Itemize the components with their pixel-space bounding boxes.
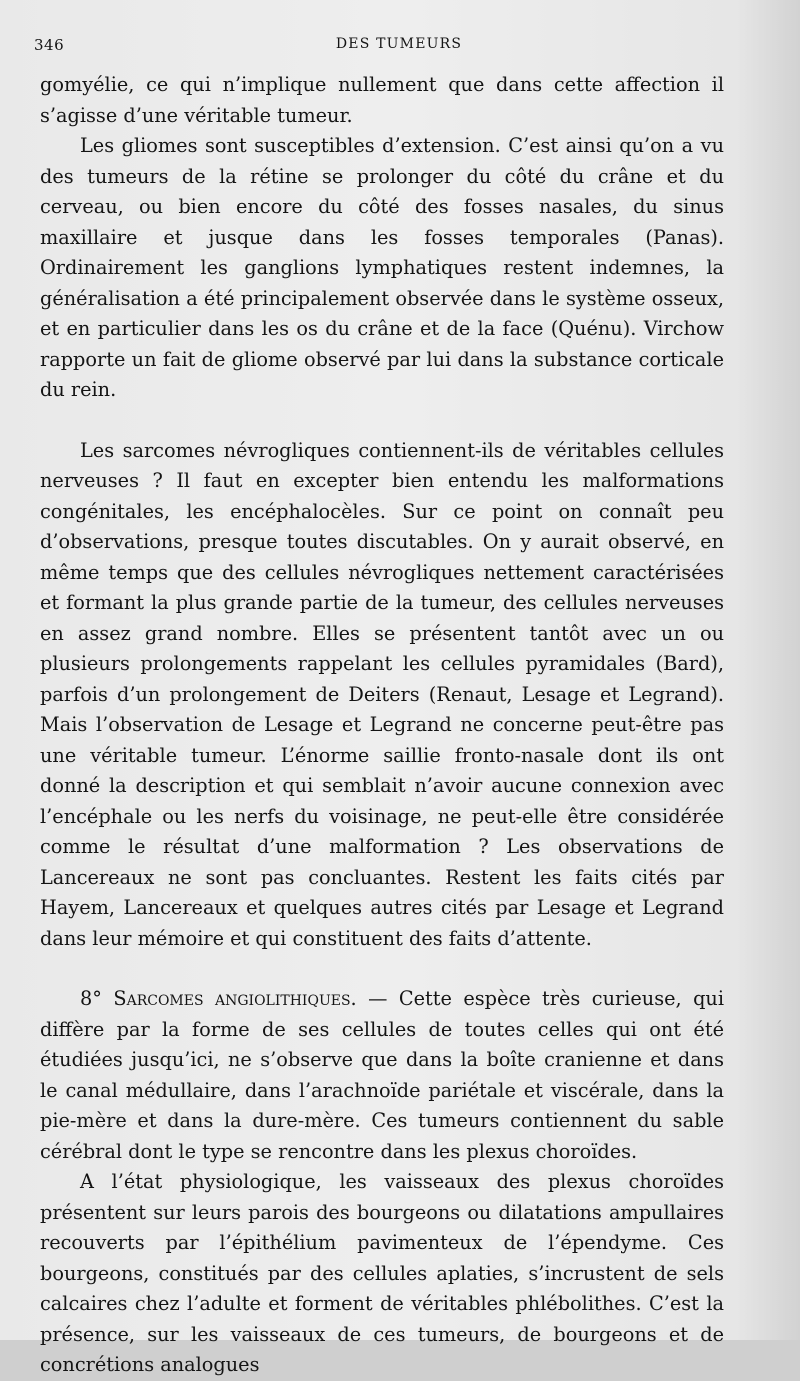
section-paragraph [40, 984, 724, 1167]
running-head: DES TUMEURS [335, 36, 463, 52]
paragraph-gap [40, 406, 724, 436]
paragraph-continuation: gomyélie, ce qui n’implique nullement que dans cette affection il s’agisse d’une véritable tumeur. [40, 73, 724, 127]
paragraph-sarcomes-nevrogliques: Les sarcomes névrogliques contiennent-ils de véritables cellules nerveuses ? Il faut en excepter bien entendu les malformations congénitales, les encéphalocèles. Sur ce point on connaît peu d’observations, presque toutes discutables. On y aurait observé, en même temps que des cellules névrogliques nettement caractérisées et formant la plus grande partie de la tumeur, des cellules nerveuses en assez grand nombre. Elles se présentent tantôt avec un ou plusieurs prolongements rappelant les cellules pyramidales (Bard), parfois d’un prolongement de Deiters (Renaut, Lesage et Legrand). Mais l’observation de Lesage et Legrand ne concerne peut-être pas une véritable tumeur. L’énorme saillie fronto-nasale dont ils ont donné la description et qui semblait n’avoir aucune connexion avec l’encéphale ou les nerfs du voisinage, ne peut-elle être considérée comme le résultat d’une malformation ? Les observations de Lancereaux ne sont pas concluantes. Restent les faits cités par Hayem, Lancereaux et quelques autres cités par Lesage et Legrand dans leur mémoire et qui constituent des faits d’attente. [40, 438, 724, 950]
section-number: 8° [80, 987, 102, 1010]
paragraph-gliomes-extension: Les gliomes sont susceptibles d’extension. C’est ainsi qu’on a vu des tumeurs de la rétine se prolonger du côté du crâne et du cerveau, ou bien encore du côté des fosses nasales, du sinus maxillaire et jusque dans les fosses temporales (Panas). Ordinairement les ganglions lymphatiques restent indemnes, la généralisation a été principalement observée dans le système osseux, et en particulier dans les os du crâne et de la face (Quénu). Virchow rapporte un fait de gliome observé par lui dans la substance corticale du rein. [40, 134, 724, 401]
paragraph-etat-physiologique: A l’état physiologique, les vaisseaux des plexus choroïdes présentent sur leurs parois des bourgeons ou dilatations ampullaires recouverts par l’épithélium pavimenteux de l’épendyme. Ces bourgeons, constitués par des cellules aplaties, s’incrustent de sels calcaires chez l’adulte et forment de véritables phlébolithes. C’est la présence, sur les vaisseaux de ces tumeurs, de bourgeons et de concrétions analogues [40, 1170, 724, 1376]
page-header [34, 36, 764, 58]
section-heading: Sarcomes angiolithiques. [113, 987, 357, 1010]
page-number: 346 [34, 36, 65, 54]
paragraph-gap [40, 954, 724, 984]
section-text: — Cette espèce très curieuse, qui diffère par la forme de ses cellules de toutes celles qui ont été étudiées jusqu’ici, ne s’observe que dans la boîte cranienne et dans le canal médullaire, dans l’arachnoïde pariétale et viscérale, dans la pie-mère et dans la dure-mère. Ces tumeurs contiennent du sable cérébral dont le type se rencontre dans les plexus choroïdes. [40, 987, 724, 1163]
body-text [40, 70, 724, 1381]
